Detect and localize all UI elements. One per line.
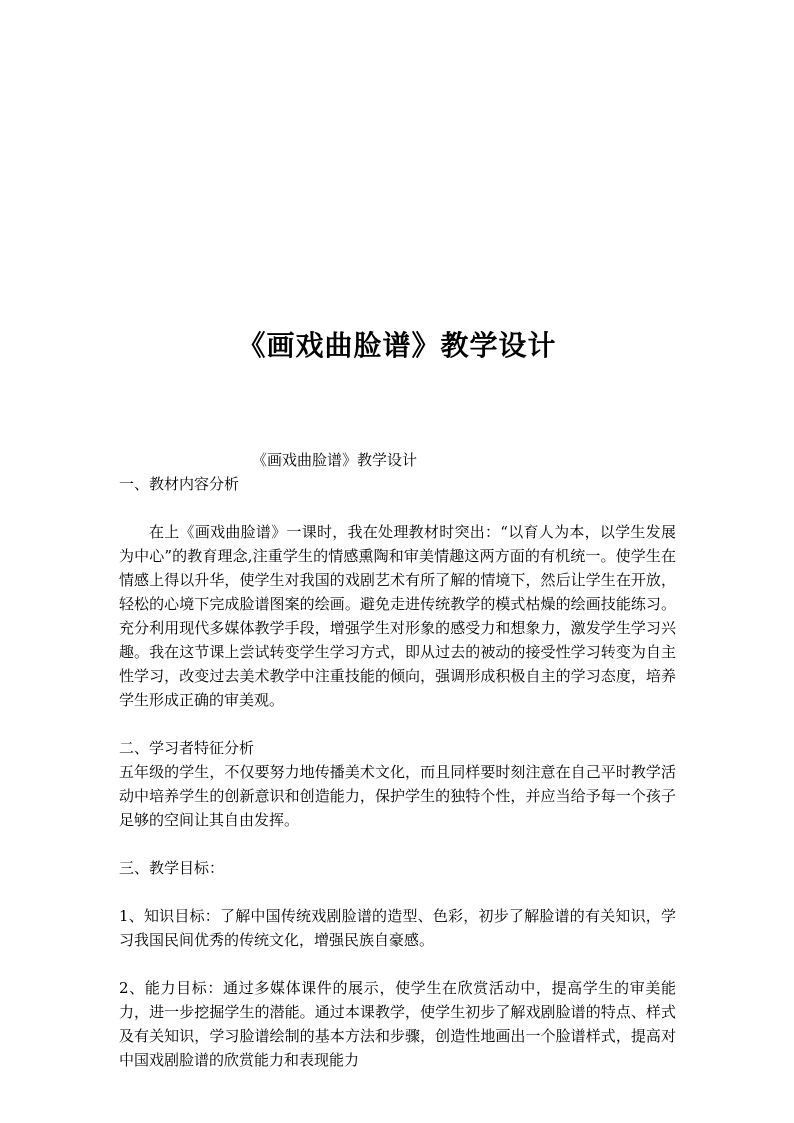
section-heading-material-analysis: 一、教材内容分析 [119,475,240,493]
paragraph-learner-analysis: 五年级的学生，不仅要努力地传播美术文化，而且同样要时刻注意在自己平时教学活动中培养学生的创新意识和创造能力，保护学生的独特个性，并应当给予每一个孩子足够的空间让其自由发挥。 [119,763,676,829]
section-heading-learner-analysis: 二、学习者特征分析 [119,739,255,757]
paragraph-spacer [119,952,676,976]
document-body [119,448,676,1072]
document-title: 《画戏曲脸谱》教学设计 [237,329,557,362]
paragraph-material-analysis: 在上《画戏曲脸谱》一课时，我在处理教材时突出：“以育人为本，以学生发展为中心”的教育理念,注重学生的情感熏陶和审美情趣这两方面的有机统一。使学生在情感上得以升华，使学生对我国的戏剧艺术有所了解的情境下，然后让学生在开放，轻松的心境下完成脸谱图案的绘画。避免走进传统教学的模式枯燥的绘画技能练习。充分利用现代多媒体教学手段，增强学生对形象的感受力和想象力，激发学生学习兴趣。我在这节课上尝试转变学生学习方式，即从过去的被动的接受性学习转变为自主性学习，改变过去美术教学中注重技能的倾向，强调形成积极自主的学习态度，培养学生形成正确的审美观。 [119,523,676,709]
paragraph-spacer [119,496,676,520]
paragraph-spacer [119,832,676,856]
paragraph-knowledge-goal: 1、知识目标：了解中国传统戏剧脸谱的造型、色彩，初步了解脸谱的有关知识，学习我国民间优秀的传统文化，增强民族自豪感。 [119,907,676,949]
paragraph-spacer [119,712,676,736]
document-subtitle: 《画戏曲脸谱》教学设计 [252,451,418,469]
paragraph-ability-goal: 2、能力目标：通过多媒体课件的展示，使学生在欣赏活动中，提高学生的审美能力，进一步挖掘学生的潜能。通过本课教学，使学生初步了解戏剧脸谱的特点、样式及有关知识，学习脸谱绘制的基本方法和步骤，创造性地画出一个脸谱样式，提高对中国戏剧脸谱的欣赏能力和表现能力 [119,979,676,1069]
paragraph-spacer [119,880,676,904]
section-heading-teaching-goals: 三、教学目标： [119,859,225,877]
